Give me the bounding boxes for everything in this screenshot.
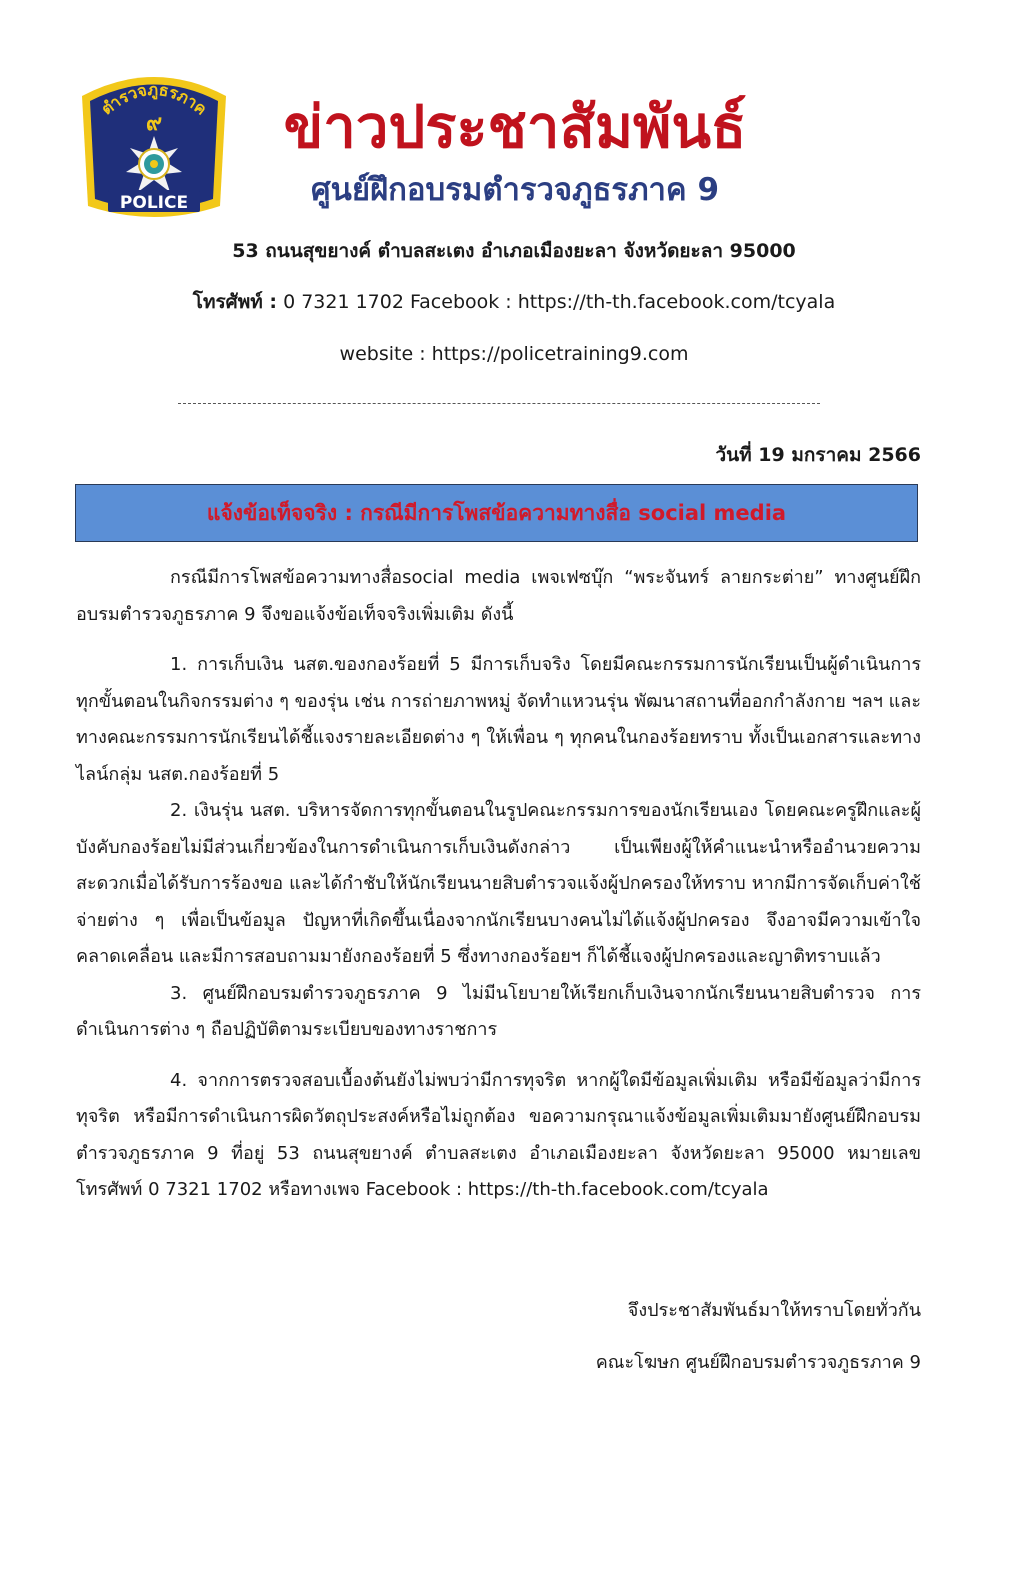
phone-value: 0 7321 1702 Facebook : https://th-th.facebook.com/tcyala (283, 291, 836, 313)
body-text (76, 560, 921, 1209)
point-3: 3. ศูนย์ฝึกอบรมตำรวจภูธรภาค 9 ไม่มีนโยบายให้เรียกเก็บเงินจากนักเรียนนายสิบตำรวจ การดำเนินการต่าง ๆ ถือปฏิบัติตามระเบียบของทางราชการ (76, 982, 921, 1040)
page-title: ข่าวประชาสัมพันธ์ (283, 93, 747, 161)
address-line: 53 ถนนสุขยางค์ ตำบลสะเตง อำเภอเมืองยะลา จังหวัดยะลา 95000 (232, 240, 796, 262)
logo-police-text: POLICE (119, 193, 189, 213)
website-link[interactable]: https://policetraining9.com (431, 343, 689, 365)
website-line (0, 341, 1028, 367)
date-line: วันที่ 19 มกราคม 2566 (715, 444, 921, 466)
logo-number: ๙ (145, 111, 163, 136)
intro-paragraph: กรณีมีการโพสข้อความทางสื่อsocial media เพจเฟซบุ๊ก “พระจันทร์ ลายกระต่าย” ทางศูนย์ฝึกอบรมตำรวจภูธรภาค 9 จึงขอแจ้งข้อเท็จจริงเพิ่มเติม ดังนี้ (76, 567, 921, 625)
notice-banner-text: แจ้งข้อเท็จจริง : กรณีมีการโพสข้อความทางสื่อ social media (206, 500, 787, 525)
phone-label: โทรศัพท์ : (192, 291, 278, 313)
dashed-divider (178, 403, 820, 404)
police-logo (70, 66, 238, 226)
point-2: 2. เงินรุ่น นสต. บริหารจัดการทุกขั้นตอนในรูปคณะกรรมการของนักเรียนเอง โดยคณะครูฝึกและผู้บังคับกองร้อยไม่มีส่วนเกี่ยวข้องในการดำเนินการเก็บเงินดังกล่าว เป็นเพียงผู้ให้คำแนะนำหรืออำนวยความสะดวกเมื่อได้รับการร้องขอ และได้กำชับให้นักเรียนนายสิบตำรวจแจ้งผู้ปกครองให้ทราบ หากมีการจัดเก็บค่าใช้จ่ายต่าง ๆ เพื่อเป็นข้อมูล ปัญหาที่เกิดขึ้นเนื่องจากนักเรียนบางคนไม่ได้แจ้งผู้ปกครอง จึงอาจมีความเข้าใจคลาดเคลื่อน และมีการสอบถามมายังกองร้อยที่ 5 ซึ่งทางกองร้อยฯ ก็ได้ชี้แจงผู้ปกครองและญาติทราบแล้ว (76, 800, 921, 967)
page-subtitle: ศูนย์ฝึกอบรมตำรวจภูธรภาค 9 (310, 172, 720, 208)
contact-line (0, 289, 1028, 315)
point-4: 4. จากการตรวจสอบเบื้องต้นยังไม่พบว่ามีการทุจริต หากผู้ใดมีข้อมูลเพิ่มเติม หรือมีข้อมูลว่ามีการทุจริต หรือมีการดำเนินการผิดวัตถุประสงค์หรือไม่ถูกต้อง ขอความกรุณาแจ้งข้อมูลเพิ่มเติมมายังศูนย์ฝึกอบรมตำรวจภูธรภาค 9 ที่อยู่ 53 ถนนสุขยางค์ ตำบลสะเตง อำเภอเมืองยะลา จังหวัดยะลา 95000 หมายเลขโทรศัพท์ 0 7321 1702 หรือทางเพจ Facebook : https://th-th.facebook.com/tcyala (76, 1069, 921, 1200)
closing-line: จึงประชาสัมพันธ์มาให้ทราบโดยทั่วกัน (627, 1300, 921, 1321)
signature-line: คณะโฆษก ศูนย์ฝึกอบรมตำรวจภูธรภาค 9 (595, 1352, 921, 1373)
notice-banner (75, 484, 918, 542)
logo-arc-text: ตำรวจภูธรภาค (97, 79, 211, 119)
website-label: website : (339, 343, 426, 365)
point-1: 1. การเก็บเงิน นสต.ของกองร้อยที่ 5 มีการเก็บจริง โดยมีคณะกรรมการนักเรียนเป็นผู้ดำเนินการทุกขั้นตอนในกิจกรรมต่าง ๆ ของรุ่น เช่น การถ่ายภาพหมู่ จัดทำแหวนรุ่น พัฒนาสถานที่ออกกำลังกาย ฯลฯ และทางคณะกรรมการนักเรียนได้ชี้แจงรายละเอียดต่าง ๆ ให้เพื่อน ๆ ทุกคนในกองร้อยทราบ ทั้งเป็นเอกสารและทางไลน์กลุ่ม นสต.กองร้อยที่ 5 (76, 654, 921, 785)
